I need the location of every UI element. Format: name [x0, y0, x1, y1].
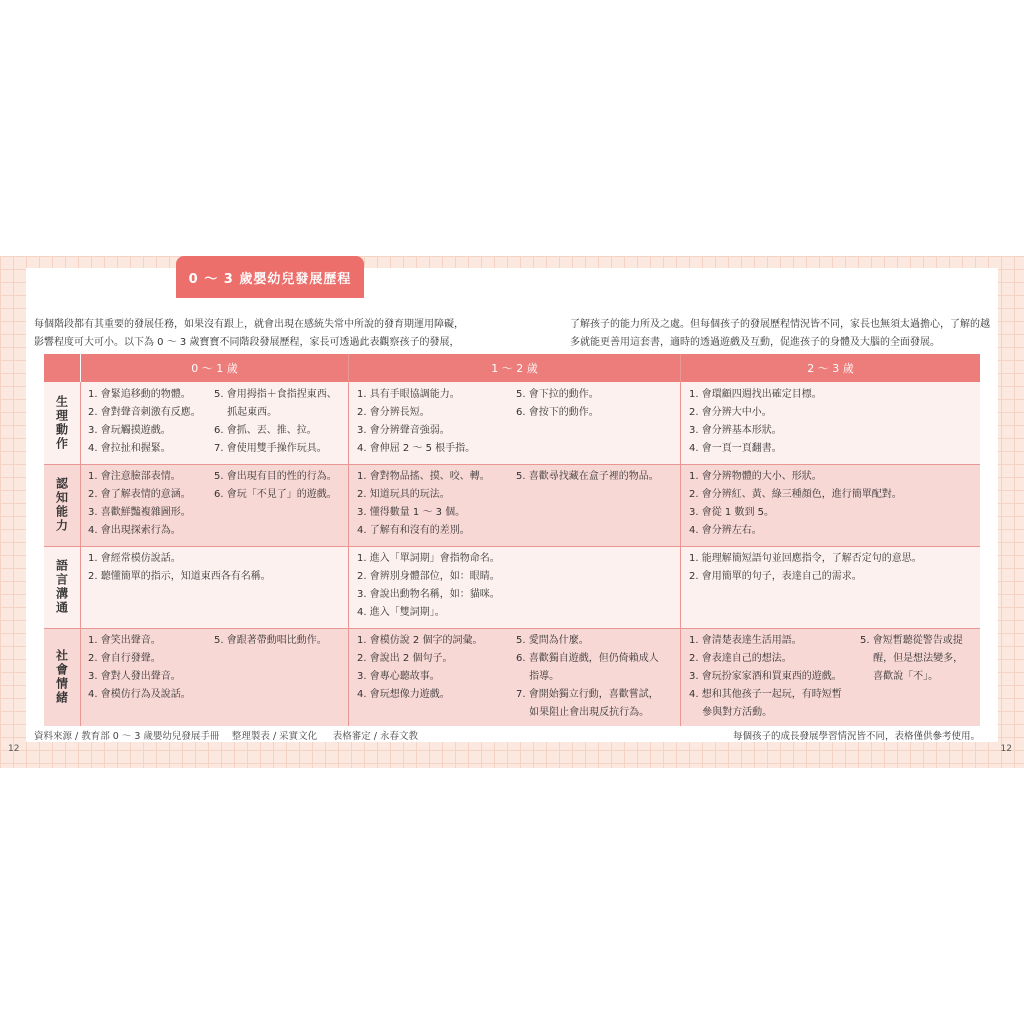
item: 4. 想和其他孩子一起玩，有時短暫: [689, 689, 842, 700]
intro-line: 了解孩子的能力所及之處。但每個孩子的發展歷程情況皆不同，家長也無須太過擔心，了解的越: [570, 319, 990, 330]
item: 1. 會注意臉部表情。: [88, 471, 181, 482]
item: 2. 聽懂簡單的指示，知道東西各有名稱。: [88, 571, 271, 582]
row-language: [44, 546, 980, 628]
item: 1. 具有手眼協調能力。: [357, 389, 460, 400]
row-physical: [44, 382, 980, 464]
cell-1-2-b: [516, 386, 599, 422]
item: 4. 了解有和沒有的差別。: [357, 525, 470, 536]
section-title: 0 ～ 3 歲嬰幼兒發展歷程: [176, 256, 364, 298]
item: 2. 知道玩具的玩法。: [357, 489, 450, 500]
item: 3. 會玩觸摸遊戲。: [88, 425, 171, 436]
item: 5. 愛問為什麼。: [516, 635, 589, 646]
item: 3. 會說出動物名稱，如：貓咪。: [357, 589, 500, 600]
item: 2. 會了解表情的意涵。: [88, 489, 191, 500]
header-age-1-2: 1 ～ 2 歲: [349, 354, 680, 382]
item: 3. 會分辨基本形狀。: [689, 425, 782, 436]
category-label: 認知能力: [54, 477, 69, 533]
item: 5. 會下拉的動作。: [516, 389, 599, 400]
column-divider: [80, 382, 81, 726]
intro-line: 每個階段都有其重要的發展任務，如果沒有跟上，就會出現在感統失常中所說的發育期運用障礙，: [34, 319, 464, 330]
cell-2-3-a: [689, 632, 842, 722]
item: 2. 會辨別身體部位，如：眼睛。: [357, 571, 500, 582]
item: 1. 能理解簡短語句並回應指令，了解否定句的意思。: [689, 553, 922, 564]
item: 喜歡說「不」。: [860, 671, 939, 682]
item: 2. 會說出 2 個句子。: [357, 653, 453, 664]
item: 如果阻止會出現反抗行為。: [516, 707, 650, 718]
intro-line: 多就能更善用這套書，適時的透過遊戲及互動，促進孩子的身體及大腦的全面發展。: [570, 337, 940, 348]
header-corner: [44, 354, 80, 382]
cell-0-1-a: [88, 468, 191, 540]
cell-1-2-a: [357, 550, 500, 622]
cell-2-3-a: [689, 386, 822, 458]
source-credit: 資料來源 / 教育部 0 ～ 3 歲嬰幼兒發展手冊 整理製表 / 采實文化 表格審定 / 永春文教: [34, 731, 418, 742]
item: 指導。: [516, 671, 560, 682]
cell-0-1-b: [214, 468, 337, 504]
row-divider: [44, 628, 980, 629]
item: 2. 會分辨紅、黃、綠三種顏色，進行簡單配對。: [689, 489, 902, 500]
intro-right: [570, 316, 996, 352]
item: 2. 會用簡單的句子，表達自己的需求。: [689, 571, 862, 582]
item: 5. 會跟著帶動唱比動作。: [214, 635, 327, 646]
cell-1-2-b: [516, 468, 659, 486]
cell-2-3-b: [860, 632, 963, 686]
item: 2. 會分辨長短。: [357, 407, 430, 418]
item: 1. 會分辨物體的大小、形狀。: [689, 471, 822, 482]
item: 2. 會自行發聲。: [88, 653, 161, 664]
row-divider: [44, 464, 980, 465]
item: 7. 會開始獨立行動，喜歡嘗試，: [516, 689, 659, 700]
footer-note: 每個孩子的成長發展學習情況皆不同，表格僅供參考使用。: [732, 731, 980, 742]
item: 1. 會環顧四週找出確定目標。: [689, 389, 822, 400]
item: 參與對方活動。: [689, 707, 773, 718]
item: 5. 會短暫聽從警告或提: [860, 635, 963, 646]
page-spread: [0, 256, 1024, 768]
item: 4. 進入「雙詞期」。: [357, 607, 445, 618]
content-sheet: [26, 268, 998, 742]
column-divider: [680, 354, 681, 726]
item: 4. 會玩想像力遊戲。: [357, 689, 450, 700]
item: 4. 會分辨左右。: [689, 525, 762, 536]
item: 4. 會伸屈 2 ～ 5 根手指。: [357, 443, 476, 454]
category-label: 語言溝通: [54, 559, 69, 615]
item: 1. 會清楚表達生活用語。: [689, 635, 802, 646]
cell-1-2-a: [357, 468, 490, 540]
cell-0-1-a: [88, 632, 191, 704]
cell-0-1-a: [88, 386, 201, 458]
cell-0-1-b: [214, 386, 337, 458]
row-cognitive: [44, 464, 980, 546]
item: 醒，但是想法變多，: [860, 653, 964, 664]
item: 7. 會使用雙手操作玩具。: [214, 443, 327, 454]
item: 4. 會一頁一頁翻書。: [689, 443, 782, 454]
item: 3. 會專心聽故事。: [357, 671, 440, 682]
item: 4. 會出現探索行為。: [88, 525, 181, 536]
item: 3. 會分辨聲音強弱。: [357, 425, 450, 436]
row-divider: [44, 546, 980, 547]
intro-line: 影響程度可大可小。以下為 0 ～ 3 歲寶寶不同階段發展歷程，家長可透過此表觀察孩子的發展，: [34, 337, 460, 348]
cell-0-1-b: [214, 632, 327, 650]
cell-0-1-a: [88, 550, 271, 586]
item: 6. 會按下的動作。: [516, 407, 599, 418]
page-number-right: 12: [1000, 744, 1012, 754]
item: 6. 會抓、丟、推、拉。: [214, 425, 317, 436]
item: 1. 會緊追移動的物體。: [88, 389, 191, 400]
item: 1. 會笑出聲音。: [88, 635, 161, 646]
cell-1-2-a: [357, 386, 475, 458]
item: 2. 會分辨大中小。: [689, 407, 772, 418]
header-age-0-1: 0 ～ 1 歲: [81, 354, 348, 382]
column-divider: [348, 354, 349, 726]
item: 3. 會從 1 數到 5。: [689, 507, 774, 518]
item: 4. 會模仿行為及說話。: [88, 689, 191, 700]
item: 5. 會出現有目的性的行為。: [214, 471, 337, 482]
intro-left: [34, 316, 474, 352]
item: 4. 會拉扯和握緊。: [88, 443, 171, 454]
item: 1. 會對物品搖、摸、咬、轉。: [357, 471, 490, 482]
item: 3. 會玩扮家家酒和買東西的遊戲。: [689, 671, 842, 682]
cell-1-2-a: [357, 632, 482, 704]
cell-2-3-a: [689, 468, 902, 540]
item: 2. 會表達自己的想法。: [689, 653, 792, 664]
item: 6. 喜歡獨自遊戲，但仍倚賴成人: [516, 653, 659, 664]
item: 1. 會模仿說 2 個字的詞彙。: [357, 635, 483, 646]
category-label: 社會情緒: [54, 649, 69, 705]
item: 3. 會對人發出聲音。: [88, 671, 181, 682]
item: 1. 進入「單詞期」會指物命名。: [357, 553, 500, 564]
page-number-left: 12: [8, 744, 20, 754]
item: 抓起東西。: [214, 407, 278, 418]
cell-2-3-a: [689, 550, 922, 586]
category-label: 生理動作: [54, 395, 69, 451]
item: 3. 喜歡鮮豔複雜圖形。: [88, 507, 191, 518]
cell-1-2-b: [516, 632, 659, 722]
item: 5. 喜歡尋找藏在盒子裡的物品。: [516, 471, 659, 482]
header-age-2-3: 2 ～ 3 歲: [681, 354, 980, 382]
item: 6. 會玩「不見了」的遊戲。: [214, 489, 337, 500]
item: 3. 懂得數量 1 ～ 3 個。: [357, 507, 466, 518]
item: 5. 會用拇指＋食指捏東西、: [214, 389, 337, 400]
item: 2. 會對聲音刺激有反應。: [88, 407, 201, 418]
row-social-emotional: [44, 628, 980, 726]
item: 1. 會經常模仿說話。: [88, 553, 181, 564]
